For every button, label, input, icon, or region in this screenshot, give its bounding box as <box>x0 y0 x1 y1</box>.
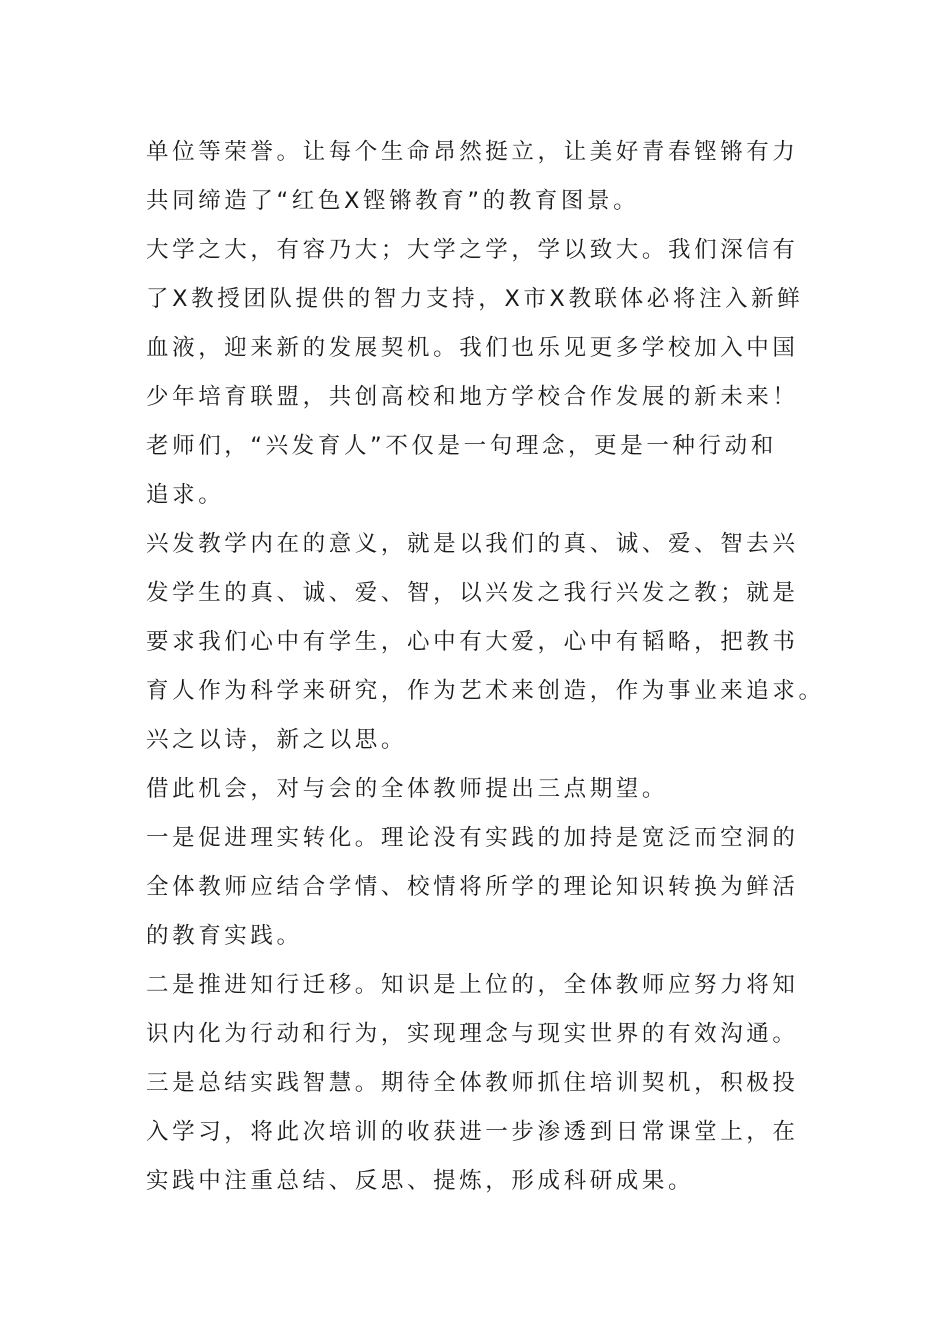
document-body <box>146 128 825 1206</box>
text-line: 全体教师应结合学情、校情将所学的理论知识转换为鲜活 <box>146 874 799 900</box>
text-line: 实践中注重总结、反思、提炼，形成科研成果。 <box>146 1168 695 1194</box>
text-line: 血液，迎来新的发展契机。我们也乐见更多学校加入中国 <box>146 335 799 361</box>
text-line: 发学生的真、诚、爱、智，以兴发之我行兴发之教；就是 <box>146 580 799 606</box>
paragraph-teachers <box>146 422 806 520</box>
paragraph-expectation-three <box>146 1059 806 1206</box>
text-line: 共同缔造了“红色X铿锵教育”的教育图景。 <box>146 188 640 214</box>
text-line: 了X教授团队提供的智力支持，X市X教联体必将注入新鲜 <box>146 286 804 312</box>
text-line: 育人作为科学来研究，作为艺术来创造，作为事业来追求。 <box>146 678 825 704</box>
paragraph-expectations-intro <box>146 765 806 814</box>
paragraph-honors <box>146 128 806 226</box>
text-line: 入学习，将此次培训的收获进一步渗透到日常课堂上，在 <box>146 1119 799 1145</box>
text-line: 大学之大，有容乃大；大学之学，学以致大。我们深信有 <box>146 237 799 263</box>
text-line: 老师们，“兴发育人”不仅是一句理念，更是一种行动和 <box>146 433 777 459</box>
text-line: 要求我们心中有学生，心中有大爱，心中有韬略，把教书 <box>146 629 799 655</box>
text-line: 识内化为行动和行为，实现理念与现实世界的有效沟通。 <box>146 1021 799 1047</box>
text-line: 追求。 <box>146 482 225 508</box>
paragraph-expectation-one <box>146 814 806 961</box>
text-line: 单位等荣誉。让每个生命昂然挺立，让美好青春铿锵有力 <box>146 139 799 165</box>
text-line: 一是促进理实转化。理论没有实践的加持是宽泛而空洞的 <box>146 825 799 851</box>
text-line: 兴之以诗，新之以思。 <box>146 727 408 753</box>
text-line: 三是总结实践智慧。期待全体教师抓住培训契机，积极投 <box>146 1070 799 1096</box>
text-line: 兴发教学内在的意义，就是以我们的真、诚、爱、智去兴 <box>146 531 799 557</box>
text-line: 借此机会，对与会的全体教师提出三点期望。 <box>146 776 669 802</box>
paragraph-xingfa-meaning <box>146 520 825 765</box>
text-line: 少年培育联盟，共创高校和地方学校合作发展的新未来！ <box>146 384 799 410</box>
paragraph-university <box>146 226 806 422</box>
paragraph-expectation-two <box>146 961 806 1059</box>
text-line: 的教育实践。 <box>146 923 303 949</box>
text-line: 二是推进知行迁移。知识是上位的，全体教师应努力将知 <box>146 972 799 998</box>
